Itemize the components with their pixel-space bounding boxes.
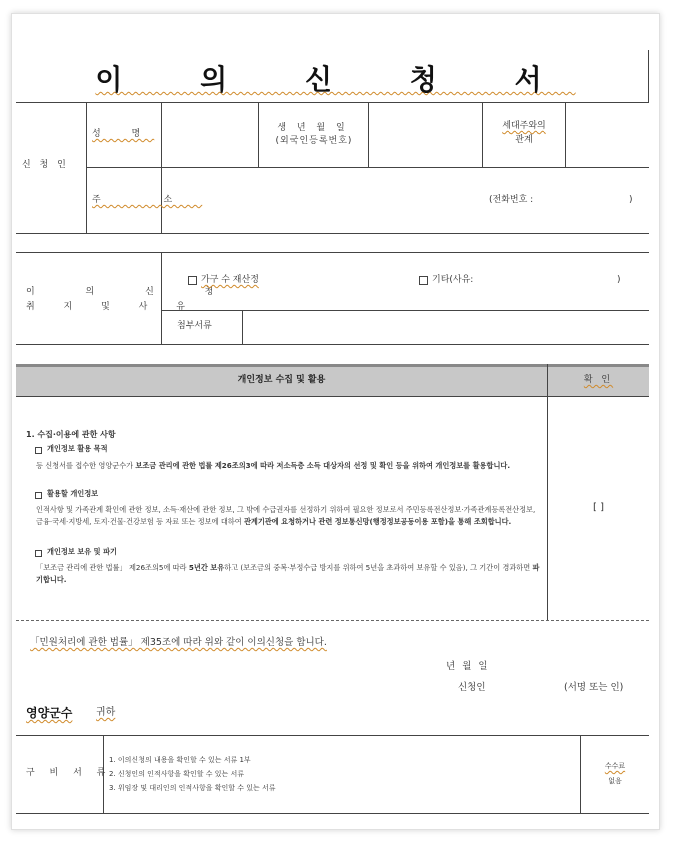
option1-label: 가구 수 재산정 [201, 275, 259, 285]
confirm-header: 확 인 [583, 375, 614, 385]
document-item-3: 3. 위임장 및 대리인의 인적사항을 확인할 수 있는 서류 [109, 784, 276, 792]
relation-label-2: 관계 [515, 135, 533, 145]
objection-label: 이 의 신 청 [26, 287, 238, 297]
recipient: 영양군수 [26, 706, 73, 720]
birth-label: 생 년 월 일 [277, 123, 349, 133]
divider [161, 252, 162, 344]
divider [580, 735, 581, 813]
item2-bullet [35, 492, 42, 499]
divider [16, 620, 649, 621]
item3-bullet [35, 550, 42, 557]
recipient-honorific: 귀하 [96, 707, 116, 718]
declaration-date: 년 월 일 [446, 661, 490, 672]
divider [258, 102, 259, 167]
relation-field[interactable] [566, 103, 648, 166]
confirm-checkbox[interactable]: [ ] [593, 502, 604, 513]
declaration-statement: 「민원처리에 관한 법률」 제35조에 따라 위와 같이 이의신청을 합니다. [30, 637, 327, 648]
name-field[interactable] [162, 103, 257, 166]
documents-label: 구 비 서 류 [26, 768, 112, 778]
form-title: 이 의 신 청 서 [95, 63, 576, 96]
divider [16, 252, 649, 253]
item1-text: 등 신청서를 접수한 영양군수가 보조금 관리에 관한 법률 제26조의3에 따라 저소득층 소득 대상자의 선정 및 확인 등을 위하여 개인정보를 활용합니다. [36, 461, 511, 470]
application-form-page [11, 13, 660, 830]
birth-date-field[interactable] [369, 103, 481, 166]
divider [16, 813, 649, 814]
fee-label: 수수료 [604, 762, 626, 770]
item2-title: 활용할 개인정보 [47, 489, 99, 498]
registration-label: (외국인등록번호) [275, 136, 353, 146]
document-item-2: 2. 신청인의 인적사항을 확인할 수 있는 서류 [109, 770, 244, 778]
declaration-sign: (서명 또는 인) [564, 682, 624, 693]
privacy-heading: 1. 수집·이용에 관한 사항 [26, 430, 116, 439]
divider [16, 344, 649, 345]
attachments-field[interactable] [243, 311, 648, 343]
objection-label-2: 취 지 및 사 유 [26, 302, 198, 312]
item2-text: 인적사항 및 가족관계 확인에 관한 정보, 소득·재산에 관한 정보, 그 밖에 수급권자를 선정하기 위하여 필요한 정보로서 주민등록전산정보·가족관계등록전산정보, 금융·국세·지방세, 토지·건물·건강보험 등 자료 또는 정보에 대하여 관계기관에 요청하거나 관련 정보통신망(행정정보공동이용 포함)을 통해 조회합니다. [36, 505, 536, 526]
option2-checkbox[interactable] [419, 276, 428, 285]
item3-title: 개인정보 보유 및 파기 [47, 547, 117, 556]
divider [16, 396, 649, 397]
divider [16, 233, 649, 234]
declaration-applicant: 신청인 [458, 682, 486, 693]
fee-value: 없음 [608, 777, 622, 785]
document-item-1: 1. 이의신청의 내용을 확인할 수 있는 서류 1부 [109, 756, 251, 764]
phone-label: (전화번호 : [489, 195, 534, 205]
relation-label: 세대주와의 [502, 121, 546, 131]
option2-label: 기타(사유: [432, 275, 474, 285]
address-label: 주 소 [92, 195, 203, 205]
phone-close: ) [629, 195, 633, 205]
option1-checkbox[interactable] [188, 276, 197, 285]
divider [16, 102, 649, 103]
privacy-header: 개인정보 수집 및 활용 [237, 375, 326, 385]
option2-close: ) [617, 275, 621, 285]
divider [547, 364, 548, 620]
name-label: 성 명 [92, 129, 155, 139]
address-field[interactable] [162, 168, 648, 232]
item3-text: 「보조금 관리에 관한 법률」 제26조의5에 따라 5년간 보유하고 (보조금의 중복·부정수급 방지를 위하여 5년을 초과하여 보유할 수 있음), 그 기간이 경과하면 파기합니다. [36, 563, 540, 584]
item1-title: 개인정보 활용 목적 [47, 444, 108, 453]
divider [16, 735, 649, 736]
applicant-section-label: 신 청 인 [22, 160, 69, 170]
attachments-label: 첨부서류 [177, 321, 212, 331]
divider [482, 102, 483, 167]
item1-bullet [35, 447, 42, 454]
